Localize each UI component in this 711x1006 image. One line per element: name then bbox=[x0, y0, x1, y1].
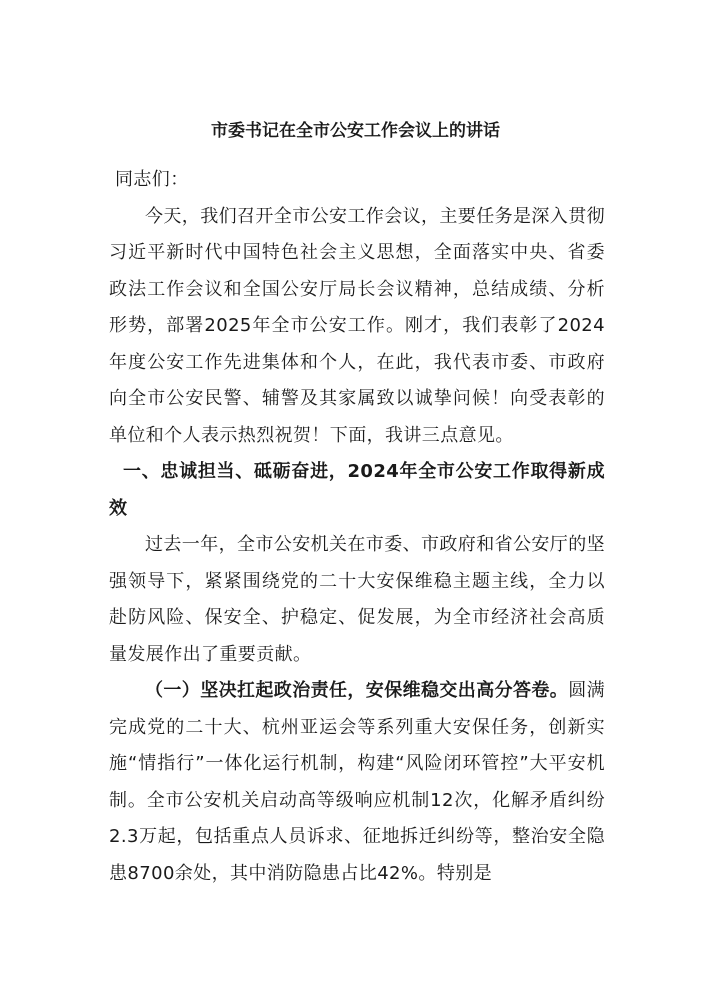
subsection-1-text: 圆满完成党的二十大、杭州亚运会等系列重大安保任务，创新实施“情指行”一体化运行机制，构建“风险闭环管控”大平安机制。全市公安机关启动高等级响应机制12次，化解矛盾纠纷2.3万起，包括重点人员诉求、征地拆迁纠纷等，整治安全隐患8700余处，其中消防隐患占比42%。特别是 bbox=[109, 680, 606, 884]
subsection-heading-1: （一）坚决扛起政治责任，安保维稳交出高分答卷。 bbox=[145, 680, 569, 701]
document-title: 市委书记在全市公安工作会议上的讲话 bbox=[211, 121, 500, 141]
document-body bbox=[109, 162, 605, 892]
paragraph-review: 过去一年，全市公安机关在市委、市政府和省公安厅的坚强领导下，紧紧围绕党的二十大安保维稳主题主线，全力以赴防风险、保安全、护稳定、促发展，为全市经济社会高质量发展作出了重要贡献。 bbox=[109, 534, 605, 665]
section-heading-1: 一、忠诚担当、砥砺奋进，2024年全市公安工作取得新成效 bbox=[109, 461, 605, 519]
paragraph-subsection-1 bbox=[109, 673, 605, 892]
greeting: 同志们： bbox=[115, 169, 189, 190]
paragraph-opening: 今天，我们召开全市公安工作会议，主要任务是深入贯彻习近平新时代中国特色社会主义思想，全面落实中央、省委政法工作会议和全国公安厅局长会议精神，总结成绩、分析形势，部署2025年全市公安工作。刚才，我们表彰了2024年度公安工作先进集体和个人，在此，我代表市委、市政府向全市公安民警、辅警及其家属致以诚挚问候！向受表彰的单位和个人表示热烈祝贺！下面，我讲三点意见。 bbox=[109, 205, 605, 446]
